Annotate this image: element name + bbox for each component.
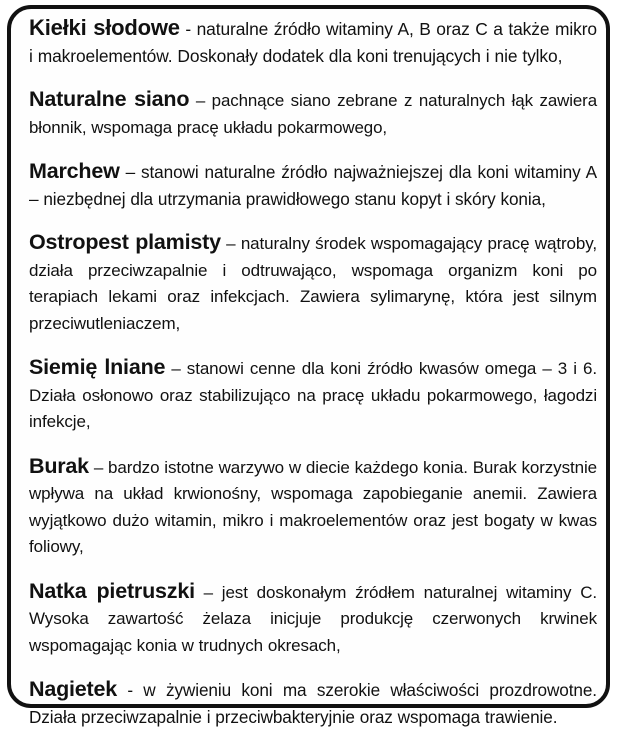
ingredient-paragraph — [29, 354, 597, 436]
ingredient-description: – bardzo istotne warzywo w diecie każdego konia. Burak korzystnie wpływa na układ krwionośny, wspomaga zapobieganie anemii. Zawiera wyjątkowo dużo witamin, mikro i makroelementów oraz jest bogaty w kwas foliowy, — [29, 457, 597, 556]
ingredient-paragraph — [29, 158, 597, 212]
ingredient-paragraph — [29, 578, 597, 660]
ingredient-paragraph — [29, 676, 597, 730]
ingredient-description: – stanowi naturalne źródło najważniejszej dla koni witaminy A – niezbędnej dla utrzymania prawidłowego stanu kopyt i skóry konia, — [29, 162, 597, 209]
ingredient-description: - naturalne źródło witaminy A, B oraz C a także mikro i makroelementów. Doskonały dodatek dla koni trenujących i nie tylko, — [29, 19, 597, 66]
ingredient-description: – jest doskonałym źródłem naturalnej witaminy C. Wysoka zawartość żelaza inicjuje produkcję czerwonych krwinek wspomagając konia w trudnych okresach, — [29, 582, 597, 655]
ingredient-description: – pachnące siano zebrane z naturalnych łąk zawiera błonnik, wspomaga pracę układu pokarmowego, — [29, 91, 598, 137]
ingredient-paragraph — [29, 15, 597, 69]
ingredient-heading: Siemię lniane — [29, 355, 166, 379]
ingredient-heading: Natka pietruszki — [29, 578, 195, 603]
ingredient-paragraph — [29, 229, 597, 337]
ingredient-list — [29, 15, 597, 730]
ingredient-description: – naturalny środek wspomagający pracę wątroby, działa przeciwzapalnie i odtruwająco, wspomaga organizm koni po terapiach lekami oraz infekcjach. Zawiera sylimarynę, która jest silnym przeciwutleniaczem, — [29, 234, 597, 333]
ingredient-heading: Marchew — [29, 159, 120, 183]
ingredient-heading: Kiełki słodowe — [29, 15, 180, 40]
ingredient-heading: Burak — [29, 453, 89, 478]
ingredient-description: – stanowi cenne dla koni źródło kwasów omega – 3 i 6. Działa osłonowo oraz stabilizująco na pracę układu pokarmowego, łagodzi infekcje, — [29, 359, 597, 431]
ingredient-description: - w żywieniu koni ma szerokie właściwości prozdrowotne. Działa przeciwzapalnie i przeciwbakteryjnie oraz wspomaga trawienie. — [29, 680, 597, 727]
ingredient-paragraph — [29, 86, 597, 141]
ingredient-paragraph — [29, 453, 597, 561]
info-card — [7, 5, 610, 727]
ingredient-heading: Nagietek — [29, 677, 118, 701]
ingredient-heading: Naturalne siano — [29, 87, 190, 111]
ingredient-heading: Ostropest plamisty — [29, 230, 221, 254]
